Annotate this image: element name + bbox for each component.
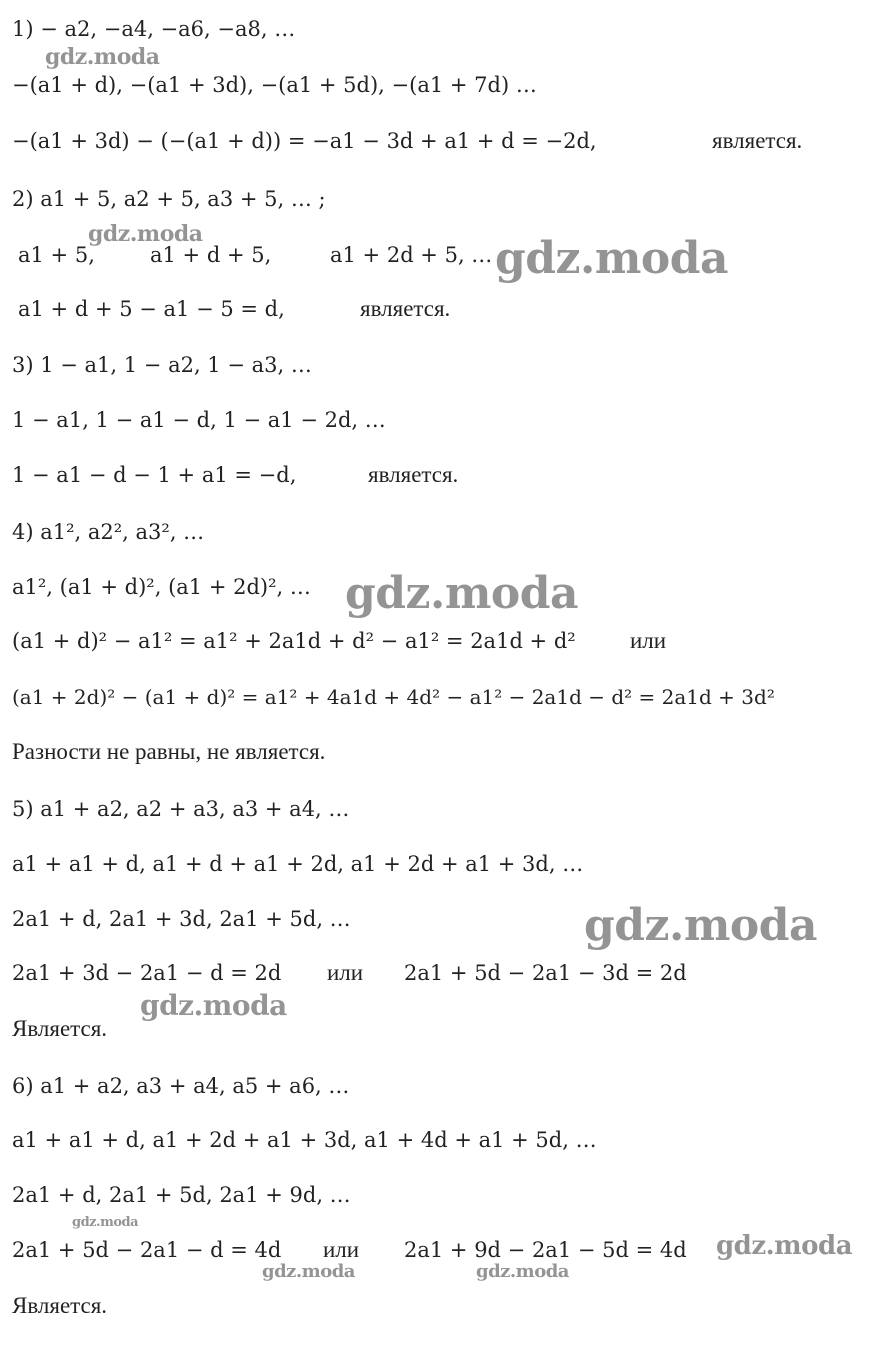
item-2-term-3: a1 + 2d + 5, … xyxy=(330,243,493,267)
item-1-difference: −(a1 + 3d) − (−(a1 + d)) = −a1 − 3d + a1 + d = −2d, xyxy=(12,129,597,153)
item-5-simplified: 2a1 + d, 2a1 + 3d, 2a1 + 5d, … xyxy=(12,907,351,931)
item-5-expanded: a1 + a1 + d, a1 + d + a1 + 2d, a1 + 2d + a1 + 3d, … xyxy=(12,852,584,876)
item-6-expanded: a1 + a1 + d, a1 + 2d + a1 + 3d, a1 + 4d + a1 + 5d, … xyxy=(12,1128,597,1152)
item-5-heading: 5) a1 + a2, a2 + a3, a3 + a4, … xyxy=(12,797,350,821)
watermark: gdz.moda xyxy=(345,568,579,619)
item-5-verdict: Является. xyxy=(12,1016,108,1041)
item-4-or: или xyxy=(630,628,667,653)
item-1-heading: 1) − a2, −a4, −a6, −a8, … xyxy=(12,17,296,41)
item-4-difference-1: (a1 + d)² − a1² = a1² + 2a1d + d² − a1² = 2a1d + d² xyxy=(12,629,576,653)
item-2-verdict: является. xyxy=(360,296,451,321)
watermark: gdz.moda xyxy=(476,1261,569,1282)
item-6-heading: 6) a1 + a2, a3 + a4, a5 + a6, … xyxy=(12,1074,350,1098)
item-6-simplified: 2a1 + d, 2a1 + 5d, 2a1 + 9d, … xyxy=(12,1183,351,1207)
item-1-expanded: −(a1 + d), −(a1 + 3d), −(a1 + 5d), −(a1 + 7d) … xyxy=(12,73,537,97)
item-3-verdict: является. xyxy=(368,462,459,487)
item-6-difference-1: 2a1 + 5d − 2a1 − d = 4d xyxy=(12,1238,282,1262)
item-3-expanded: 1 − a1, 1 − a1 − d, 1 − a1 − 2d, … xyxy=(12,408,386,432)
item-2-heading: 2) a1 + 5, a2 + 5, a3 + 5, … ; xyxy=(12,187,326,211)
watermark: gdz.moda xyxy=(140,989,287,1022)
item-4-expanded: a1², (a1 + d)², (a1 + 2d)², … xyxy=(12,575,311,599)
item-3-heading: 3) 1 − a1, 1 − a2, 1 − a3, … xyxy=(12,353,312,377)
item-6-or: или xyxy=(323,1237,360,1262)
item-1-verdict: является. xyxy=(712,128,803,153)
item-5-difference-1: 2a1 + 3d − 2a1 − d = 2d xyxy=(12,961,282,985)
item-4-verdict: Разности не равны, не является. xyxy=(12,739,326,764)
watermark: gdz.moda xyxy=(716,1231,853,1261)
item-6-verdict: Является. xyxy=(12,1293,108,1318)
item-2-difference: a1 + d + 5 − a1 − 5 = d, xyxy=(18,297,285,321)
watermark: gdz.moda xyxy=(72,1215,139,1230)
item-5-difference-2: 2a1 + 5d − 2a1 − 3d = 2d xyxy=(404,961,687,985)
item-3-difference: 1 − a1 − d − 1 + a1 = −d, xyxy=(12,463,297,487)
watermark: gdz.moda xyxy=(45,44,160,70)
watermark: gdz.moda xyxy=(262,1261,355,1282)
watermark: gdz.moda xyxy=(584,900,818,951)
item-4-difference-2: (a1 + 2d)² − (a1 + d)² = a1² + 4a1d + 4d² − a1² − 2a1d − d² = 2a1d + 3d² xyxy=(12,685,775,709)
item-2-term-1: a1 + 5, xyxy=(18,243,95,267)
item-4-heading: 4) a1², a2², a3², … xyxy=(12,520,205,544)
watermark: gdz.moda xyxy=(88,221,203,247)
item-5-or: или xyxy=(327,960,364,985)
item-6-difference-2: 2a1 + 9d − 2a1 − 5d = 4d xyxy=(404,1238,687,1262)
watermark: gdz.moda xyxy=(495,233,729,284)
item-2-term-2: a1 + d + 5, xyxy=(150,243,272,267)
